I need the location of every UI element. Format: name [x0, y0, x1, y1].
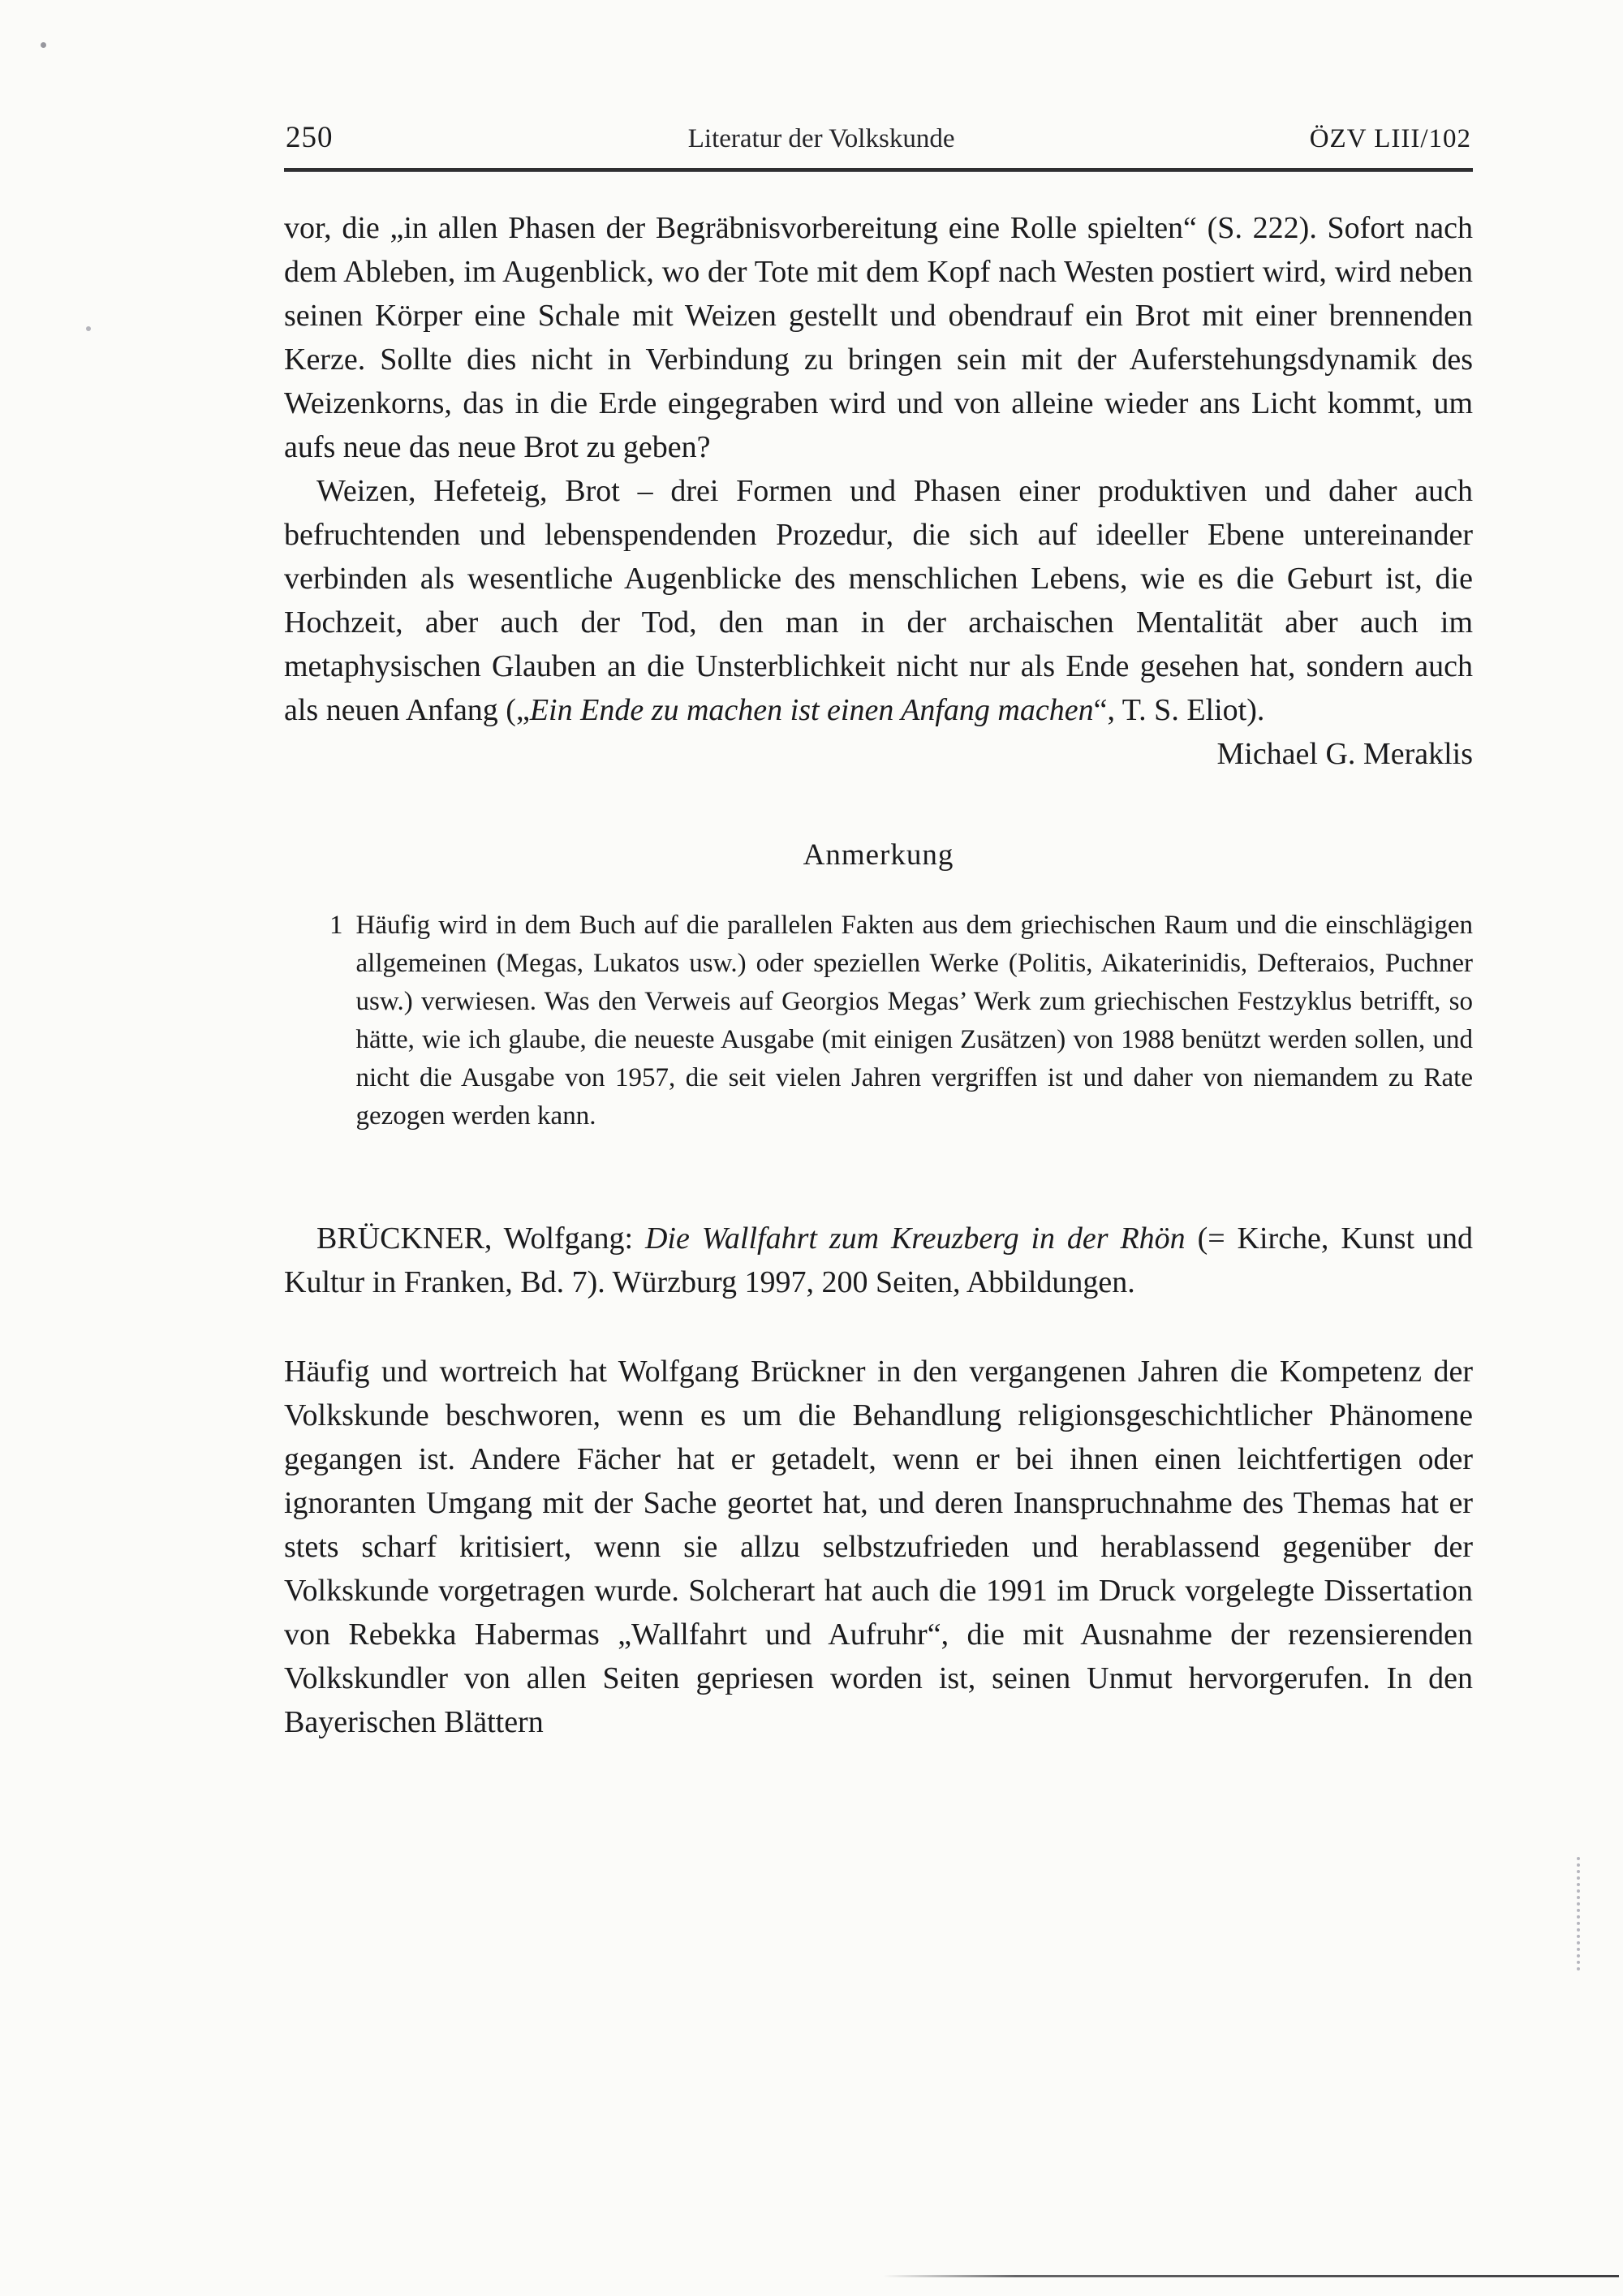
running-header [284, 120, 1473, 155]
scan-artifact-dot [41, 42, 46, 48]
review-paragraph: Weizen, Hefeteig, Brot – drei Formen und Phasen einer produktiven und daher auch befruchtenden und lebenspendenden Prozedur, die sich auf ideeller Ebene untereinander verbinden als wesentliche Augenblicke des menschlichen Lebens, wie es die Geburt ist, die Hochzeit, aber auch der Tod, den man in der archaischen Mentalität aber auch im metaphysischen Glauben an die Unsterblichkeit nicht nur als Ende gesehen hat, sondern auch als neuen Anfang („Ein Ende zu machen ist einen Anfang machen“, T. S. Eliot). [284, 474, 1473, 727]
page-number: 250 [286, 121, 334, 154]
text-block [284, 120, 1473, 1744]
journal-reference: ÖZV LIII/102 [1309, 124, 1471, 153]
scan-artifact-dot [86, 326, 91, 331]
bibliographic-entry: BRÜCKNER, Wolfgang: Die Wallfahrt zum Kreuzberg in der Rhön (= Kirche, Kunst und Kultur in Franken, Bd. 7). Würzburg 1997, 200 Seiten, Abbildungen. [284, 1221, 1473, 1299]
review-paragraph: Häufig und wortreich hat Wolfgang Brückner in den vergangenen Jahren die Kompetenz der Volkskunde beschworen, wenn es um die Behandlung religionsgeschichtlicher Phänomene gegangen ist. Andere Fächer hat er getadelt, wenn er bei ihnen einen leichtfertigen oder ignoranten Umgang mit der Sache geortet hat, und deren Inanspruchnahme des Themas hat er stets scharf kritisiert, wenn sie allzu selbstzufrieden und herablassend gegenüber der Volkskunde vorgetragen wurde. Solcherart hat auch die 1991 im Druck vorgelegte Dissertation von Rebekka Habermas „Wallfahrt und Aufruhr“, die mit Ausnahme der rezensierenden Volkskundler von allen Seiten gepriesen worden ist, seinen Unmut hervorgerufen. In den Bayerischen Blättern [284, 1355, 1473, 1739]
scan-artifact-page-edge [883, 2275, 1619, 2277]
footnote-number: 1 [329, 911, 343, 940]
header-rule [284, 168, 1473, 172]
running-title: Literatur der Volkskunde [687, 124, 955, 153]
footnote-text: Häufig wird in dem Buch auf die parallelen Fakten aus dem griechischen Raum und die einschlägigen allgemeinen (Megas, Lukatos usw.) oder speziellen Werke (Politis, Aikaterinidis, Defteraios, Puchner usw.) verwiesen. Was den Verweis auf Georgios Megas’ Werk zum griechischen Festzyklus betrifft, so hätte, wie ich glaube, die neueste Ausgabe (mit einigen Zusätzen) von 1988 benützt werden sollen, und nicht die Ausgabe von 1957, die seit vielen Jahren vergriffen ist und daher von niemandem zu Rate gezogen werden kann. [355, 911, 1473, 1131]
notes-heading: Anmerkung [803, 838, 954, 872]
footnote [329, 907, 1473, 1135]
scan-artifact-dotted-line [1577, 1857, 1580, 1971]
review-paragraph: vor, die „in allen Phasen der Begräbnisvorbereitung eine Rolle spielten“ (S. 222). Sofort nach dem Ableben, im Augenblick, wo der Tote mit dem Kopf nach Westen postiert wird, wird neben seinen Körper eine Schale mit Weizen gestellt und obendrauf ein Brot mit einer brennenden Kerze. Sollte dies nicht in Verbindung zu bringen sein mit der Auferstehungsdynamik des Weizenkorns, das in die Erde eingegraben wird und von alleine wieder ans Licht kommt, um aufs neue das neue Brot zu geben? [284, 211, 1473, 464]
reviewer-signature: Michael G. Meraklis [1216, 737, 1473, 771]
